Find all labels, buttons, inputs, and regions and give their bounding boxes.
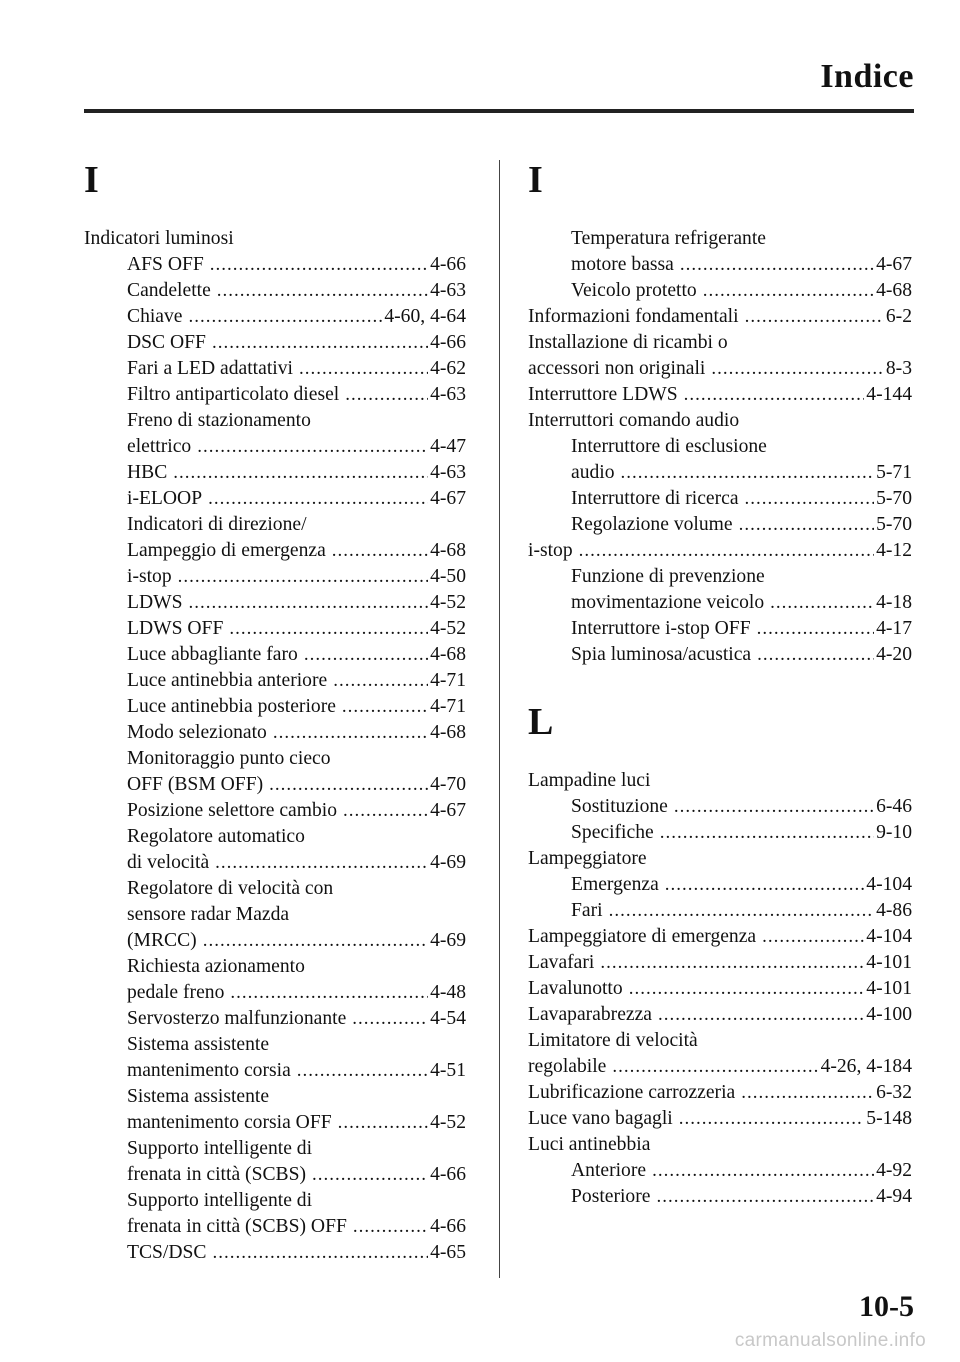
index-entry bbox=[528, 950, 912, 976]
index-entry-label: Informazioni fondamentali bbox=[528, 306, 739, 327]
leader-dots bbox=[658, 1002, 864, 1028]
index-entry bbox=[84, 1240, 466, 1266]
index-entry bbox=[528, 1080, 912, 1106]
index-entry bbox=[84, 486, 466, 512]
index-entry-page: 4-52 bbox=[430, 1112, 466, 1133]
index-entry-label: Fari bbox=[571, 900, 603, 921]
index-entry bbox=[528, 642, 912, 668]
leader-dots bbox=[353, 1214, 428, 1240]
index-entry bbox=[528, 252, 912, 278]
index-heading-line: Indicatori di direzione/ bbox=[127, 514, 307, 535]
index-heading-line: Regolatore di velocità con bbox=[127, 878, 334, 899]
index-entry-label: i-stop bbox=[528, 540, 573, 561]
index-entry bbox=[84, 668, 466, 694]
index-entry bbox=[528, 538, 912, 564]
index-entry bbox=[84, 850, 466, 876]
index-entry bbox=[528, 794, 912, 820]
index-entry-page: 4-17 bbox=[876, 618, 912, 639]
leader-dots bbox=[215, 850, 428, 876]
index-entry-label: Lavafari bbox=[528, 952, 595, 973]
index-heading-line: Richiesta azionamento bbox=[127, 956, 305, 977]
leader-dots bbox=[757, 616, 874, 642]
index-heading-line: Lampeggiatore bbox=[528, 848, 647, 869]
leader-dots bbox=[203, 928, 428, 954]
leader-dots bbox=[679, 1106, 865, 1132]
leader-dots bbox=[612, 1054, 818, 1080]
index-entry bbox=[84, 252, 466, 278]
index-entry bbox=[528, 872, 912, 898]
index-entry-label: Luce antinebbia anteriore bbox=[127, 670, 328, 691]
index-entry-page: 4-63 bbox=[430, 280, 466, 301]
index-entry bbox=[528, 460, 912, 486]
index-heading-line: Funzione di prevenzione bbox=[571, 566, 765, 587]
section-letter: I bbox=[84, 159, 99, 201]
index-entry-label: Specifiche bbox=[571, 822, 654, 843]
leader-dots bbox=[600, 950, 864, 976]
section-letter: I bbox=[528, 159, 543, 201]
index-entry-label: Luce vano bagagli bbox=[528, 1108, 673, 1129]
leader-dots bbox=[333, 668, 428, 694]
index-entry-label: Filtro antiparticolato diesel bbox=[127, 384, 340, 405]
index-entry-label: pedale freno bbox=[127, 982, 225, 1003]
index-entry-page: 5-70 bbox=[876, 514, 912, 535]
index-entry-page: 4-66 bbox=[430, 332, 466, 353]
index-entry-label: Lampeggiatore di emergenza bbox=[528, 926, 757, 947]
leader-dots bbox=[680, 252, 874, 278]
index-entry bbox=[528, 590, 912, 616]
index-entry-page: 4-51 bbox=[430, 1060, 466, 1081]
index-entry bbox=[528, 486, 912, 512]
index-entry bbox=[528, 278, 912, 304]
index-heading-line: Installazione di ricambi o bbox=[528, 332, 728, 353]
index-entry-label: DSC OFF bbox=[127, 332, 206, 353]
right-column bbox=[528, 154, 912, 1210]
index-entry-label: motore bassa bbox=[571, 254, 674, 275]
index-entry bbox=[84, 980, 466, 1006]
index-entry bbox=[84, 772, 466, 798]
index-entry-label: Lubrificazione carrozzeria bbox=[528, 1082, 736, 1103]
header-rule bbox=[84, 109, 914, 113]
leader-dots bbox=[660, 820, 874, 846]
index-heading-line: Sistema assistente bbox=[127, 1086, 270, 1107]
leader-dots bbox=[684, 382, 865, 408]
leader-dots bbox=[332, 538, 428, 564]
leader-dots bbox=[629, 976, 865, 1002]
index-entry bbox=[84, 1006, 466, 1032]
index-entry bbox=[84, 564, 466, 590]
leader-dots bbox=[299, 356, 428, 382]
index-entry bbox=[528, 382, 912, 408]
leader-dots bbox=[213, 1240, 429, 1266]
index-entry-page: 4-71 bbox=[430, 696, 466, 717]
index-entry-page: 4-12 bbox=[876, 540, 912, 561]
index-entry-label: Lavalunotto bbox=[528, 978, 623, 999]
index-entry-label: di velocità bbox=[127, 852, 210, 873]
index-entry-label: LDWS OFF bbox=[127, 618, 224, 639]
index-entry-label: Lampeggio di emergenza bbox=[127, 540, 326, 561]
index-entry-page: 4-67 bbox=[430, 800, 466, 821]
index-entry-page: 4-86 bbox=[876, 900, 912, 921]
index-heading-line: Supporto intelligente di bbox=[127, 1138, 313, 1159]
index-entry bbox=[84, 356, 466, 382]
index-entry bbox=[84, 1058, 466, 1084]
leader-dots bbox=[579, 538, 874, 564]
leader-dots bbox=[656, 1184, 874, 1210]
index-entry-page: 4-70 bbox=[430, 774, 466, 795]
index-entry bbox=[84, 538, 466, 564]
index-entry-label: Candelette bbox=[127, 280, 211, 301]
index-entry-label: Posizione selettore cambio bbox=[127, 800, 338, 821]
index-entry bbox=[528, 304, 912, 330]
index-entry-label: Spia luminosa/acustica bbox=[571, 644, 752, 665]
index-entry-page: 8-3 bbox=[885, 358, 912, 379]
index-entry-label: Lavaparabrezza bbox=[528, 1004, 652, 1025]
index-entry-page: 5-70 bbox=[876, 488, 912, 509]
index-entry-page: 4-104 bbox=[866, 926, 912, 947]
index-entry bbox=[84, 642, 466, 668]
leader-dots bbox=[304, 642, 428, 668]
index-entry bbox=[528, 1158, 912, 1184]
leader-dots bbox=[674, 794, 874, 820]
index-heading-line: Limitatore di velocità bbox=[528, 1030, 698, 1051]
index-entry-label: (MRCC) bbox=[127, 930, 197, 951]
index-entry-label: Emergenza bbox=[571, 874, 659, 895]
index-entry-label: movimentazione veicolo bbox=[571, 592, 765, 613]
index-entry bbox=[528, 820, 912, 846]
leader-dots bbox=[342, 694, 428, 720]
index-heading-line: Monitoraggio punto cieco bbox=[127, 748, 331, 769]
index-entry-page: 4-71 bbox=[430, 670, 466, 691]
leader-dots bbox=[621, 460, 875, 486]
index-entry bbox=[84, 434, 466, 460]
leader-dots bbox=[703, 278, 874, 304]
index-heading-line: Interruttori comando audio bbox=[528, 410, 740, 431]
page-number: 10-5 bbox=[859, 1290, 914, 1323]
index-entry-label: Posteriore bbox=[571, 1186, 651, 1207]
index-entry-page: 4-92 bbox=[876, 1160, 912, 1181]
index-entry bbox=[528, 898, 912, 924]
index-entry bbox=[84, 382, 466, 408]
index-entry-page: 4-66 bbox=[430, 1164, 466, 1185]
index-entry-page: 4-66 bbox=[430, 254, 466, 275]
index-entry bbox=[84, 694, 466, 720]
index-heading-line: Interruttore di esclusione bbox=[571, 436, 767, 457]
index-entry bbox=[528, 616, 912, 642]
index-entry-page: 4-144 bbox=[866, 384, 912, 405]
leader-dots bbox=[189, 304, 383, 330]
index-entry bbox=[528, 1106, 912, 1132]
index-entry-page: 5-148 bbox=[866, 1108, 912, 1129]
leader-dots bbox=[345, 382, 428, 408]
index-heading-line: Luci antinebbia bbox=[528, 1134, 651, 1155]
index-entry-page: 4-52 bbox=[430, 592, 466, 613]
leader-dots bbox=[352, 1006, 428, 1032]
leader-dots bbox=[652, 1158, 874, 1184]
index-entry-page: 4-50 bbox=[430, 566, 466, 587]
index-entry bbox=[528, 512, 912, 538]
leader-dots bbox=[665, 872, 865, 898]
index-entry bbox=[84, 1162, 466, 1188]
leader-dots bbox=[178, 564, 428, 590]
index-entry-page: 4-48 bbox=[430, 982, 466, 1003]
index-entry-page: 4-67 bbox=[430, 488, 466, 509]
index-entry-label: Interruttore di ricerca bbox=[571, 488, 739, 509]
index-entry-page: 4-18 bbox=[876, 592, 912, 613]
left-column bbox=[84, 154, 466, 1266]
index-entry bbox=[528, 976, 912, 1002]
index-entry-page: 4-63 bbox=[430, 462, 466, 483]
index-entry bbox=[84, 1214, 466, 1240]
index-entry-label: Modo selezionato bbox=[127, 722, 267, 743]
index-entry-page: 4-94 bbox=[876, 1186, 912, 1207]
index-entry-page: 4-101 bbox=[866, 978, 912, 999]
index-entry-page: 4-67 bbox=[876, 254, 912, 275]
index-entry-label: Luce antinebbia posteriore bbox=[127, 696, 336, 717]
index-entry-label: Chiave bbox=[127, 306, 183, 327]
column-divider bbox=[499, 160, 500, 1278]
index-entry bbox=[84, 798, 466, 824]
index-entry bbox=[528, 1054, 912, 1080]
leader-dots bbox=[770, 590, 874, 616]
index-entry-page: 6-2 bbox=[885, 306, 912, 327]
leader-dots bbox=[739, 512, 874, 538]
leader-dots bbox=[745, 304, 884, 330]
index-entry bbox=[528, 356, 912, 382]
index-list bbox=[528, 226, 912, 668]
index-entry-page: 4-104 bbox=[866, 874, 912, 895]
index-heading-line: sensore radar Mazda bbox=[127, 904, 290, 925]
index-entry-label: mantenimento corsia bbox=[127, 1060, 291, 1081]
index-entry-page: 4-52 bbox=[430, 618, 466, 639]
leader-dots bbox=[217, 278, 428, 304]
leader-dots bbox=[762, 924, 864, 950]
index-heading-line: Sistema assistente bbox=[127, 1034, 270, 1055]
leader-dots bbox=[230, 980, 428, 1006]
leader-dots bbox=[229, 616, 428, 642]
index-entry bbox=[528, 1002, 912, 1028]
leader-dots bbox=[197, 434, 428, 460]
index-entry-page: 4-100 bbox=[866, 1004, 912, 1025]
leader-dots bbox=[210, 252, 428, 278]
index-entry bbox=[84, 1110, 466, 1136]
index-entry bbox=[84, 616, 466, 642]
leader-dots bbox=[745, 486, 875, 512]
leader-dots bbox=[741, 1080, 874, 1106]
index-entry bbox=[84, 590, 466, 616]
index-entry-label: HBC bbox=[127, 462, 168, 483]
index-entry-label: Sostituzione bbox=[571, 796, 668, 817]
index-entry-label: LDWS bbox=[127, 592, 183, 613]
index-entry-label: mantenimento corsia OFF bbox=[127, 1112, 332, 1133]
index-entry-page: 4-69 bbox=[430, 852, 466, 873]
leader-dots bbox=[312, 1162, 428, 1188]
index-entry-page: 4-62 bbox=[430, 358, 466, 379]
index-entry-page: 4-63 bbox=[430, 384, 466, 405]
index-entry-label: TCS/DSC bbox=[127, 1242, 207, 1263]
index-entry-label: AFS OFF bbox=[127, 254, 204, 275]
index-entry bbox=[84, 330, 466, 356]
leader-dots bbox=[208, 486, 428, 512]
index-entry-page: 5-71 bbox=[876, 462, 912, 483]
index-entry-label: Regolazione volume bbox=[571, 514, 733, 535]
leader-dots bbox=[343, 798, 428, 824]
index-entry-label: audio bbox=[571, 462, 615, 483]
index-entry bbox=[84, 720, 466, 746]
leader-dots bbox=[711, 356, 883, 382]
index-entry bbox=[84, 304, 466, 330]
index-entry-label: i-ELOOP bbox=[127, 488, 203, 509]
index-entry-label: Veicolo protetto bbox=[571, 280, 697, 301]
index-entry-label: Interruttore LDWS bbox=[528, 384, 678, 405]
index-entry-page: 4-66 bbox=[430, 1216, 466, 1237]
index-heading-line: Indicatori luminosi bbox=[84, 228, 234, 249]
leader-dots bbox=[189, 590, 429, 616]
leader-dots bbox=[269, 772, 428, 798]
index-entry-page: 4-54 bbox=[430, 1008, 466, 1029]
index-heading-line: Lampadine luci bbox=[528, 770, 651, 791]
index-entry-page: 4-26, 4-184 bbox=[820, 1056, 912, 1077]
index-entry-label: OFF (BSM OFF) bbox=[127, 774, 264, 795]
index-entry-page: 4-69 bbox=[430, 930, 466, 951]
index-entry-page: 6-32 bbox=[876, 1082, 912, 1103]
index-entry bbox=[84, 278, 466, 304]
index-heading-line: Regolatore automatico bbox=[127, 826, 305, 847]
index-entry-page: 4-101 bbox=[866, 952, 912, 973]
index-entry bbox=[84, 460, 466, 486]
index-heading-line: Freno di stazionamento bbox=[127, 410, 311, 431]
page-title: Indice bbox=[820, 58, 914, 95]
index-entry-page: 4-60, 4-64 bbox=[384, 306, 466, 327]
index-entry-label: accessori non originali bbox=[528, 358, 706, 379]
section-letter: L bbox=[528, 701, 554, 743]
index-entry-page: 4-47 bbox=[430, 436, 466, 457]
index-entry-label: Luce abbagliante faro bbox=[127, 644, 298, 665]
index-entry-label: Anteriore bbox=[571, 1160, 647, 1181]
index-entry-page: 4-68 bbox=[430, 722, 466, 743]
index-entry bbox=[528, 1184, 912, 1210]
index-entry-label: regolabile bbox=[528, 1056, 607, 1077]
index-entry-page: 4-20 bbox=[876, 644, 912, 665]
index-entry-page: 4-68 bbox=[876, 280, 912, 301]
index-entry-page: 6-46 bbox=[876, 796, 912, 817]
index-entry-page: 4-68 bbox=[430, 644, 466, 665]
index-list bbox=[84, 226, 466, 1266]
index-heading-line: Supporto intelligente di bbox=[127, 1190, 313, 1211]
index-entry bbox=[528, 924, 912, 950]
leader-dots bbox=[609, 898, 875, 924]
index-heading-line: Temperatura refrigerante bbox=[571, 228, 766, 249]
index-entry bbox=[84, 928, 466, 954]
leader-dots bbox=[757, 642, 874, 668]
leader-dots bbox=[173, 460, 428, 486]
index-entry-label: Fari a LED adattativi bbox=[127, 358, 293, 379]
leader-dots bbox=[212, 330, 428, 356]
index-entry-page: 4-65 bbox=[430, 1242, 466, 1263]
index-entry-label: elettrico bbox=[127, 436, 192, 457]
index-entry-label: frenata in città (SCBS) bbox=[127, 1164, 307, 1185]
leader-dots bbox=[297, 1058, 428, 1084]
leader-dots bbox=[273, 720, 428, 746]
index-entry-page: 9-10 bbox=[876, 822, 912, 843]
watermark: carmanualsonline.info bbox=[734, 1330, 926, 1351]
index-entry-label: i-stop bbox=[127, 566, 172, 587]
index-entry-page: 4-68 bbox=[430, 540, 466, 561]
index-entry-label: Interruttore i-stop OFF bbox=[571, 618, 751, 639]
leader-dots bbox=[338, 1110, 428, 1136]
index-entry-label: Servosterzo malfunzionante bbox=[127, 1008, 347, 1029]
index-entry-label: frenata in città (SCBS) OFF bbox=[127, 1216, 347, 1237]
index-list bbox=[528, 768, 912, 1210]
